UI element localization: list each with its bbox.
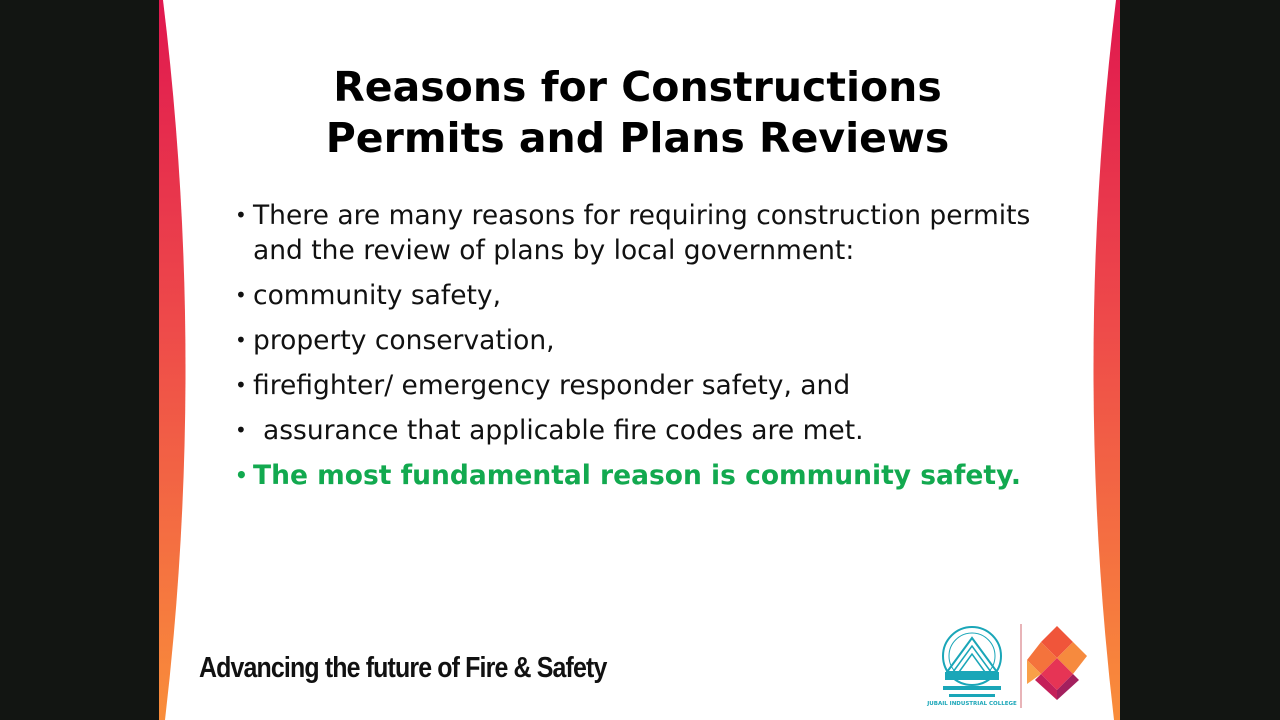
bullet-item <box>235 413 1065 448</box>
bullet-item <box>235 368 1065 403</box>
bullet-dot: • <box>235 373 247 397</box>
bullet-dot: • <box>235 203 247 227</box>
bullet-dot: • <box>235 463 248 487</box>
title-line-1: Reasons for Constructions <box>333 63 942 111</box>
bullet-dot: • <box>235 328 247 352</box>
bullet-item <box>235 323 1065 358</box>
tagline: Advancing the future of Fire & Safety <box>199 652 607 684</box>
bullet-dot: • <box>235 283 247 307</box>
bullet-text: assurance that applicable fire codes are met. <box>263 415 864 446</box>
slide <box>159 0 1120 720</box>
bullet-dot: • <box>235 418 247 442</box>
bullet-text: There are many reasons for requiring construction permits and the review of plans by local government: <box>253 200 1031 266</box>
bullet-text: property conservation, <box>253 325 555 356</box>
bullet-item-highlight <box>235 458 1065 493</box>
logo-divider <box>1020 624 1022 708</box>
slide-title <box>159 62 1120 164</box>
flame-logo-icon <box>1027 624 1087 702</box>
bullet-text: community safety, <box>253 280 502 311</box>
college-logo-icon <box>927 624 1017 708</box>
bullet-text: firefighter/ emergency responder safety, and <box>253 370 851 401</box>
bullet-item <box>235 198 1065 268</box>
bullet-list <box>235 198 1065 493</box>
bullet-item <box>235 278 1065 313</box>
college-logo-text: JUBAIL INDUSTRIAL COLLEGE <box>927 701 1017 707</box>
title-line-2: Permits and Plans Reviews <box>325 114 950 162</box>
bullet-text: The most fundamental reason is community safety. <box>253 460 1021 491</box>
